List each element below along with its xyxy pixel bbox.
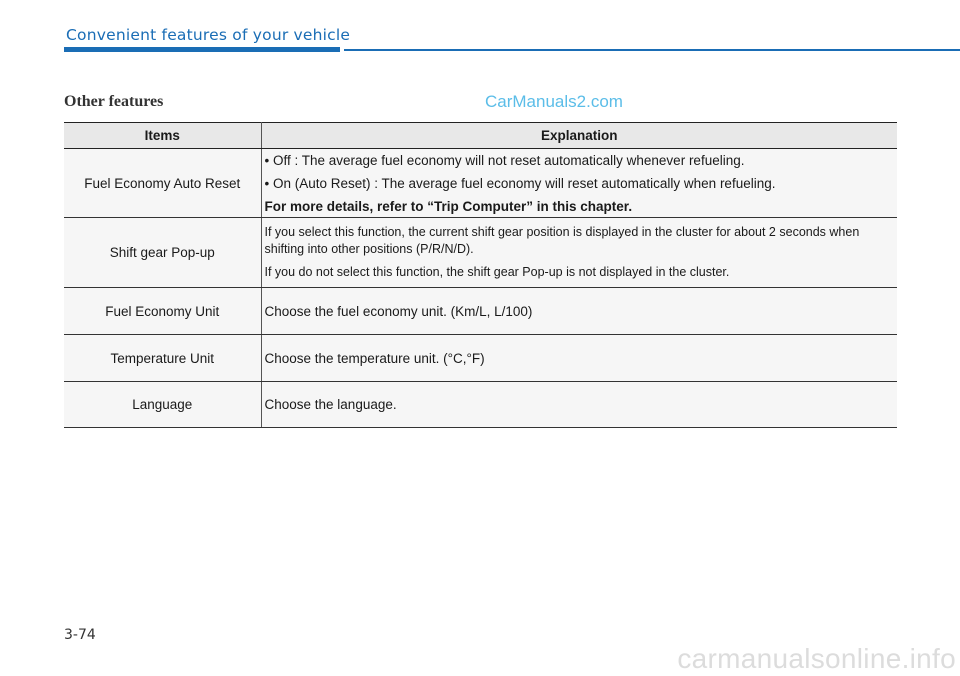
chapter-title-bar (64, 47, 340, 52)
site-watermark: CarManuals2.com (485, 92, 623, 111)
table-header-row (64, 123, 897, 149)
row-item-label: Temperature Unit (64, 335, 261, 382)
features-table (64, 122, 897, 428)
row-item-label: Shift gear Pop-up (64, 218, 261, 288)
explanation-line: Choose the temperature unit. (°C,°F) (264, 350, 485, 366)
chapter-title: Convenient features of your vehicle (66, 26, 351, 44)
explanation-line: • Off : The average fuel economy will not reset automatically whenever refueling. (264, 152, 745, 168)
explanation-line: If you select this function, the current shift gear position is displayed in the cluster for about 2 seconds when shifting into other positions (P/R/N/D). (264, 225, 860, 256)
explanation-note: For more details, refer to “Trip Computer” in this chapter. (264, 198, 633, 214)
row-explanation (261, 335, 897, 382)
row-item-label: Fuel Economy Auto Reset (64, 149, 261, 218)
table-row-fuel-economy-unit (64, 288, 897, 335)
column-header-explanation: Explanation (261, 123, 897, 149)
explanation-line: Choose the language. (264, 397, 397, 412)
header-rule (344, 49, 960, 51)
row-explanation (261, 382, 897, 428)
page-number: 3-74 (64, 627, 96, 643)
row-explanation (261, 218, 897, 288)
table-row-temperature-unit (64, 335, 897, 382)
table-row-language (64, 382, 897, 428)
table-row-fuel-economy-auto-reset (64, 149, 897, 218)
explanation-line: • On (Auto Reset) : The average fuel economy will reset automatically when refueling. (264, 175, 776, 191)
row-explanation (261, 288, 897, 335)
row-item-label: Language (64, 382, 261, 428)
section-title: Other features (64, 93, 164, 110)
row-item-label: Fuel Economy Unit (64, 288, 261, 335)
explanation-line: If you do not select this function, the shift gear Pop-up is not displayed in the cluster. (264, 265, 730, 279)
row-explanation (261, 149, 897, 218)
column-header-items: Items (64, 123, 261, 149)
table-row-shift-gear-popup (64, 218, 897, 288)
explanation-line: Choose the fuel economy unit. (Km/L, L/100) (264, 303, 533, 319)
footer-watermark: carmanualsonline.info (677, 643, 956, 674)
